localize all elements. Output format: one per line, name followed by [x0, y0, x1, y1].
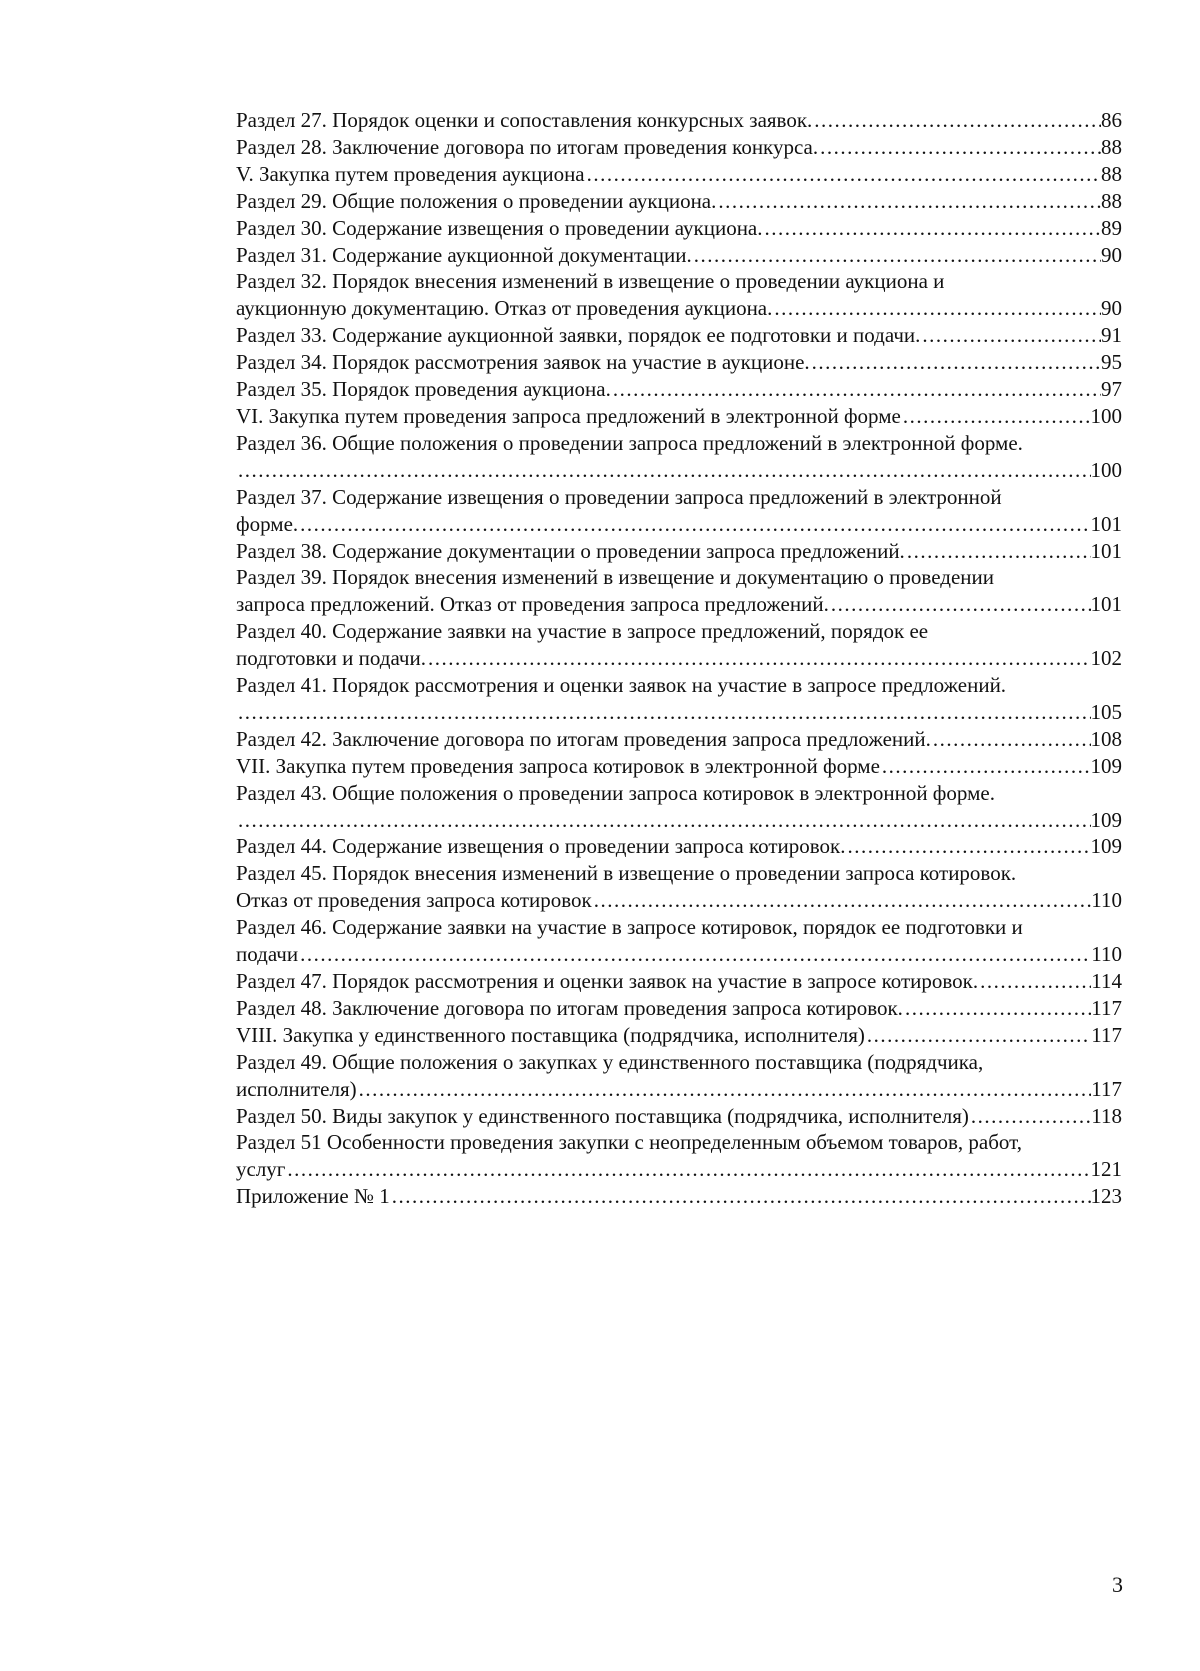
dot-leader [880, 753, 1091, 780]
toc-entry [236, 107, 1122, 134]
toc-entry-line [236, 807, 1122, 834]
toc-entry-title: Раздел 31. Содержание аукционной документации. [236, 242, 692, 267]
toc-entry-page: 102 [1090, 646, 1122, 671]
toc-entry [236, 564, 1122, 618]
toc-entry [236, 914, 1122, 968]
toc-entry [236, 376, 1122, 403]
toc-entry [236, 161, 1122, 188]
toc-entry-line [236, 322, 1122, 349]
toc-entry-line [236, 242, 1122, 269]
toc-entry-title-line: Раздел 43. Общие положения о проведении запроса котировок в электронной форме. [236, 780, 995, 805]
toc-entry-page: 123 [1090, 1184, 1122, 1209]
toc-entry [236, 672, 1122, 726]
dot-leader [810, 349, 1101, 376]
dot-leader [920, 322, 1101, 349]
toc-entry-page: 101 [1090, 592, 1122, 617]
toc-entry [236, 134, 1122, 161]
toc-entry-title: Раздел 33. Содержание аукционной заявки, порядок ее подготовки и подачи. [236, 323, 921, 348]
toc-entry-title: подготовки и подачи. [236, 646, 426, 671]
toc-entry-title: VII. Закупка путем проведения запроса котировок в электронной форме [236, 753, 880, 778]
dot-leader [905, 538, 1091, 565]
toc-entry-title: Раздел 29. Общие положения о проведении аукциона. [236, 188, 717, 213]
toc-entry [236, 1049, 1122, 1103]
toc-entry [236, 242, 1122, 269]
toc-entry-title: исполнителя) [236, 1076, 357, 1101]
dot-leader [818, 134, 1101, 161]
toc-entry-title: Раздел 47. Порядок рассмотрения и оценки заявок на участие в запросе котировок. [236, 969, 979, 993]
toc-entry [236, 1103, 1122, 1130]
dot-leader [865, 1022, 1091, 1049]
toc-entry [236, 860, 1122, 914]
dot-leader [903, 995, 1091, 1022]
toc-entry [236, 968, 1122, 995]
toc-entry-line [236, 726, 1122, 753]
toc-entry-page: 88 [1101, 188, 1122, 213]
toc-entry [236, 833, 1122, 860]
dot-leader [236, 457, 1091, 484]
toc-entry-page: 109 [1090, 753, 1122, 778]
dot-leader [716, 188, 1101, 215]
toc-entry-title: аукционную документацию. Отказ от проведения аукциона. [236, 296, 773, 321]
toc-entry-title-line: Раздел 45. Порядок внесения изменений в извещение о проведении запроса котировок. [236, 861, 1017, 886]
dot-leader [763, 215, 1102, 242]
dot-leader [846, 833, 1091, 860]
toc-entry-page: 117 [1091, 1076, 1122, 1101]
dot-leader [236, 807, 1091, 834]
toc-entry-title-line: Раздел 46. Содержание заявки на участие в запросе котировок, порядок ее подготовки и [236, 915, 1023, 940]
toc-entry-line [236, 403, 1122, 430]
toc-entry-line [236, 134, 1122, 161]
toc-entry-line [236, 349, 1122, 376]
dot-leader [772, 295, 1101, 322]
toc-entry-title: Раздел 48. Заключение договора по итогам проведения запроса котировок. [236, 995, 903, 1020]
toc-entry-title: Отказ от проведения запроса котировок [236, 888, 592, 913]
toc-entry-title-line: Раздел 37. Содержание извещения о проведении запроса предложений в электронной [236, 484, 1002, 509]
toc-entry-line [236, 376, 1122, 403]
toc-entry-line [236, 995, 1122, 1022]
toc-entry-title: форме. [236, 511, 299, 536]
toc-entry-page: 110 [1091, 888, 1122, 913]
toc-entry-title-line: Раздел 51 Особенности проведения закупки с неопределенным объемом товаров, работ, [236, 1130, 1022, 1155]
toc-entry-line [236, 511, 1122, 538]
dot-leader [812, 107, 1101, 134]
toc-entry-title: Раздел 50. Виды закупок у единственного поставщика (подрядчика, исполнителя) [236, 1103, 969, 1128]
toc-entry-page: 88 [1101, 134, 1122, 159]
dot-leader [426, 645, 1091, 672]
toc-entry [236, 322, 1122, 349]
toc-entry-page: 100 [1090, 403, 1122, 428]
toc-entry-title: V. Закупка путем проведения аукциона [236, 161, 585, 186]
toc-entry-title-line: Раздел 39. Порядок внесения изменений в извещение и документацию о проведении [236, 565, 994, 590]
toc-entry [236, 1129, 1122, 1183]
toc-entry-line [236, 1076, 1122, 1103]
toc-entry-page: 101 [1090, 511, 1122, 536]
toc-entry-title: VI. Закупка путем проведения запроса предложений в электронной форме [236, 403, 901, 428]
toc-entry [236, 726, 1122, 753]
dot-leader [829, 591, 1091, 618]
dot-leader [285, 1156, 1090, 1183]
toc-entry-line [236, 1103, 1122, 1130]
toc-entry-line [236, 699, 1122, 726]
toc-entry-line [236, 887, 1122, 914]
toc-entry [236, 430, 1122, 484]
toc-entry-line [236, 1183, 1122, 1210]
toc-entry-page: 95 [1101, 350, 1122, 375]
toc-entry [236, 1022, 1122, 1049]
toc-entry-title: услуг [236, 1157, 286, 1182]
page-number: 3 [1112, 1572, 1123, 1597]
toc-entry-page: 91 [1101, 323, 1122, 348]
toc-entry-title: Раздел 35. Порядок проведения аукциона. [236, 377, 611, 402]
toc-entry-page: 121 [1090, 1157, 1122, 1182]
toc-entry-page: 109 [1090, 834, 1122, 859]
toc-entry-page: 88 [1101, 161, 1122, 186]
toc-entry-title: Раздел 28. Заключение договора по итогам проведения конкурса. [236, 134, 819, 159]
toc-entry-line [236, 941, 1122, 968]
dot-leader [390, 1183, 1091, 1210]
toc-entry-page: 90 [1101, 242, 1122, 267]
toc-entry-line [236, 215, 1122, 242]
toc-entry-title: Раздел 34. Порядок рассмотрения заявок на участие в аукционе. [236, 350, 810, 375]
toc-entry-line [236, 538, 1122, 565]
toc-entry-title: VIII. Закупка у единственного поставщика (подрядчика, исполнителя) [236, 1022, 865, 1047]
toc-entry-title-line: Раздел 40. Содержание заявки на участие в запросе предложений, порядок ее [236, 619, 929, 644]
toc-entry-line [236, 591, 1122, 618]
dot-leader [931, 726, 1091, 753]
toc-entry-line [236, 1022, 1122, 1049]
toc-entry [236, 349, 1122, 376]
toc-entry-title-line: Раздел 32. Порядок внесения изменений в извещение о проведении аукциона и [236, 269, 945, 294]
toc-entry-page: 86 [1101, 108, 1122, 132]
toc-entry-page: 117 [1091, 1022, 1122, 1047]
toc-entry-title-line: Раздел 36. Общие положения о проведении запроса предложений в электронной форме. [236, 430, 1023, 455]
toc-entry-line [236, 753, 1122, 780]
toc-entry-line [236, 188, 1122, 215]
toc-entry-line [236, 295, 1122, 322]
dot-leader [357, 1076, 1092, 1103]
toc-entry-title-line: Раздел 49. Общие положения о закупках у единственного поставщика (подрядчика, [236, 1049, 984, 1074]
toc-entry-line [236, 833, 1122, 860]
dot-leader [236, 699, 1091, 726]
toc-entry [236, 484, 1122, 538]
toc-entry [236, 403, 1122, 430]
toc-entry-line [236, 457, 1122, 484]
dot-leader [298, 511, 1090, 538]
toc-entry [236, 1183, 1122, 1210]
dot-leader [585, 161, 1101, 188]
dot-leader [978, 968, 1091, 995]
toc-entry [236, 188, 1122, 215]
toc-entry-title: запроса предложений. Отказ от проведения запроса предложений. [236, 592, 829, 617]
toc-entry-page: 101 [1090, 538, 1122, 563]
dot-leader [298, 941, 1091, 968]
table-of-contents [236, 107, 1122, 1210]
toc-entry-page: 108 [1090, 726, 1122, 751]
toc-entry-line [236, 1156, 1122, 1183]
toc-entry-line [236, 645, 1122, 672]
toc-entry-page: 100 [1090, 457, 1122, 482]
dot-leader [611, 376, 1101, 403]
toc-entry-page: 118 [1091, 1103, 1122, 1128]
toc-entry-title-line: Раздел 41. Порядок рассмотрения и оценки заявок на участие в запросе предложений. [236, 673, 1007, 698]
toc-entry-page: 90 [1101, 296, 1122, 321]
toc-entry-title: Приложение № 1 [236, 1184, 390, 1209]
toc-entry [236, 538, 1122, 565]
toc-entry-page: 117 [1091, 995, 1122, 1020]
toc-entry-line [236, 107, 1122, 134]
toc-entry-page: 109 [1090, 807, 1122, 832]
dot-leader [592, 887, 1092, 914]
toc-entry-page: 114 [1091, 969, 1122, 993]
toc-entry-page: 105 [1090, 699, 1122, 724]
dot-leader [901, 403, 1091, 430]
toc-entry-line [236, 968, 1122, 995]
toc-entry-page: 89 [1101, 215, 1122, 240]
toc-entry [236, 215, 1122, 242]
dot-leader [969, 1103, 1091, 1130]
toc-entry [236, 618, 1122, 672]
toc-entry-page: 97 [1101, 377, 1122, 402]
toc-entry-title: Раздел 44. Содержание извещения о проведении запроса котировок. [236, 834, 846, 859]
toc-entry-line [236, 161, 1122, 188]
toc-entry-title: Раздел 27. Порядок оценки и сопоставления конкурсных заявок. [236, 108, 813, 132]
toc-entry-title: Раздел 38. Содержание документации о проведении запроса предложений. [236, 538, 905, 563]
toc-entry [236, 268, 1122, 322]
toc-entry-title: Раздел 30. Содержание извещения о проведении аукциона. [236, 215, 763, 240]
toc-entry-title: Раздел 42. Заключение договора по итогам проведения запроса предложений. [236, 726, 931, 751]
toc-entry [236, 753, 1122, 780]
dot-leader [692, 242, 1101, 269]
toc-entry-page: 110 [1091, 942, 1122, 967]
toc-entry-title: подачи [236, 942, 299, 967]
toc-entry [236, 780, 1122, 834]
toc-entry [236, 995, 1122, 1022]
